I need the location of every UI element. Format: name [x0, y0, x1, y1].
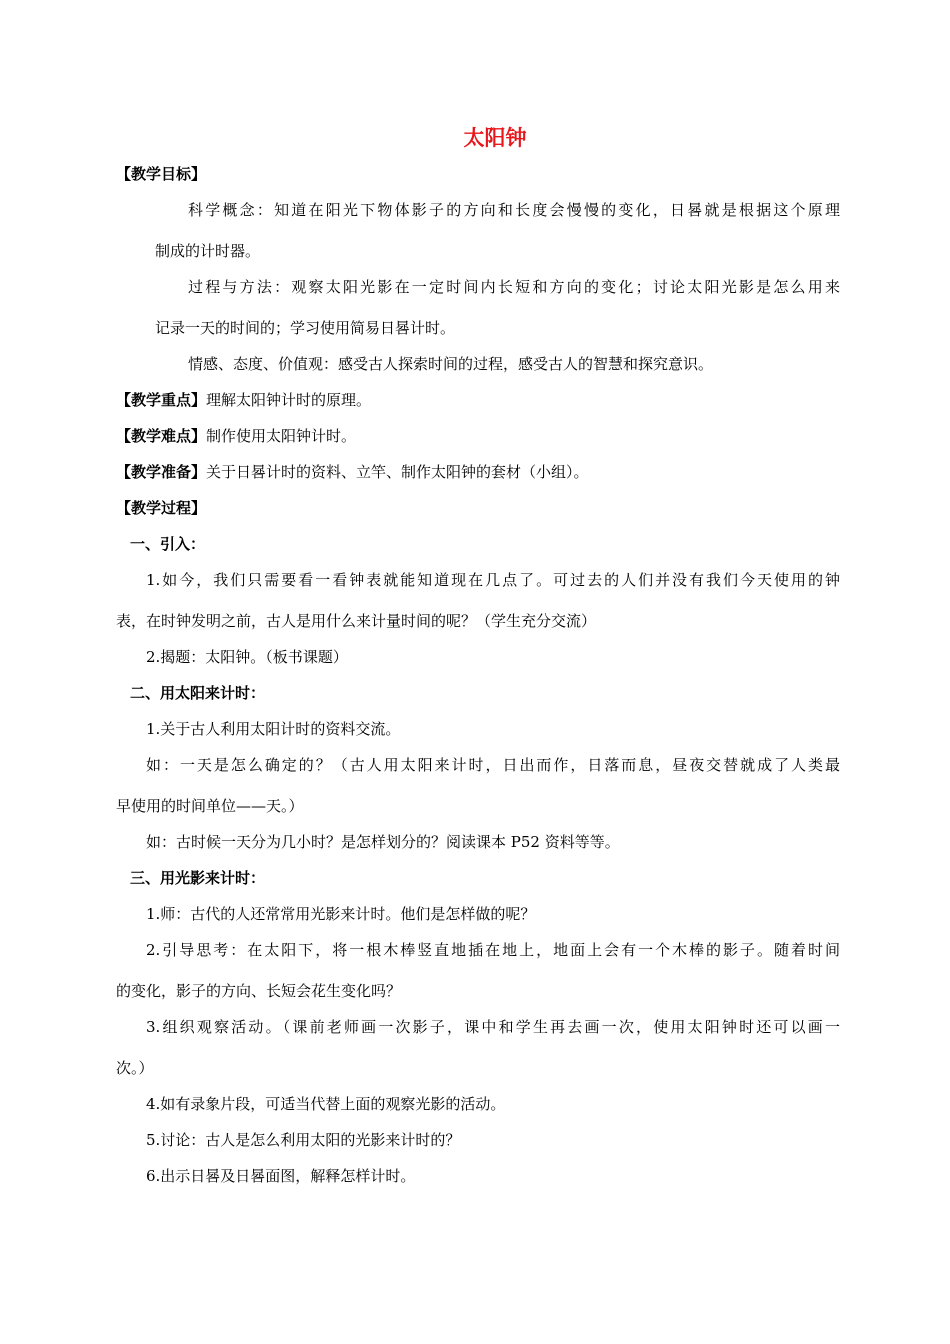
key-point-row: [116, 389, 840, 411]
objectives-heading: 【教学目标】: [116, 165, 207, 183]
section1-heading: 一、引入：: [130, 535, 206, 553]
section1-item1-line1: 1.如今，我们只需要看一看钟表就能知道现在几点了。可过去的人们并没有我们今天使用的钟: [146, 571, 840, 589]
process-method-line1: 过程与方法：观察太阳光影在一定时间内长短和方向的变化；讨论太阳光影是怎么用来: [188, 278, 840, 296]
section2-example2: 如：古时候一天分为几小时？是怎样划分的？阅读课本 P52 资料等等。: [146, 833, 620, 851]
section2-example1-line2: 早使用的时间单位——天。）: [116, 797, 304, 815]
preparation-text: 关于日晷计时的资料、立竿、制作太阳钟的套材（小组）。: [206, 463, 589, 481]
section3-item4: 4.如有录象片段，可适当代替上面的观察光影的活动。: [146, 1095, 506, 1113]
section3-item3-line2: 次。）: [116, 1059, 154, 1077]
section2-example1-line1: 如：一天是怎么确定的？（古人用太阳来计时，日出而作，日落而息，昼夜交替就成了人类最: [146, 756, 840, 774]
section3-item1: 1.师：古代的人还常常用光影来计时。他们是怎样做的呢？: [146, 905, 536, 923]
section3-item6: 6.出示日晷及日晷面图，解释怎样计时。: [146, 1167, 416, 1185]
document-title: 太阳钟: [463, 125, 527, 150]
section3-item5: 5.讨论：古人是怎么利用太阳的光影来计时的？: [146, 1131, 461, 1149]
key-point-heading: 【教学重点】: [116, 391, 207, 409]
section3-heading: 三、用光影来计时：: [130, 869, 266, 887]
section3-item2-line1: 2.引导思考：在太阳下，将一根木棒竖直地插在地上，地面上会有一个木棒的影子。随着时间: [146, 941, 840, 959]
science-concept-line1: 科学概念：知道在阳光下物体影子的方向和长度会慢慢的变化，日晷就是根据这个原理: [188, 201, 840, 219]
process-method-line2: 记录一天的时间的；学习使用简易日晷计时。: [155, 319, 456, 337]
emotion-values-line: 情感、态度、价值观：感受古人探索时间的过程，感受古人的智慧和探究意识。: [188, 355, 714, 373]
difficulty-heading: 【教学难点】: [116, 427, 207, 445]
section2-heading: 二、用太阳来计时：: [130, 684, 266, 702]
section1-item2: 2.揭题：太阳钟。（板书课题）: [146, 648, 348, 666]
section3-item2-line2: 的变化，影子的方向、长短会花生变化吗？: [116, 982, 402, 1000]
section3-item3-line1: 3.组织观察活动。（课前老师画一次影子，课中和学生再去画一次，使用太阳钟时还可以画一: [146, 1018, 840, 1036]
key-point-text: 理解太阳钟计时的原理。: [206, 391, 372, 409]
preparation-heading: 【教学准备】: [116, 463, 207, 481]
preparation-row: [116, 461, 840, 483]
process-heading: 【教学过程】: [116, 499, 207, 517]
difficulty-row: [116, 425, 840, 447]
difficulty-text: 制作使用太阳钟计时。: [206, 427, 357, 445]
section2-item1: 1.关于古人利用太阳计时的资料交流。: [146, 720, 401, 738]
science-concept-line2: 制成的计时器。: [155, 242, 261, 260]
section1-item1-line2: 表，在时钟发明之前，古人是用什么来计量时间的呢？（学生充分交流）: [116, 612, 597, 630]
